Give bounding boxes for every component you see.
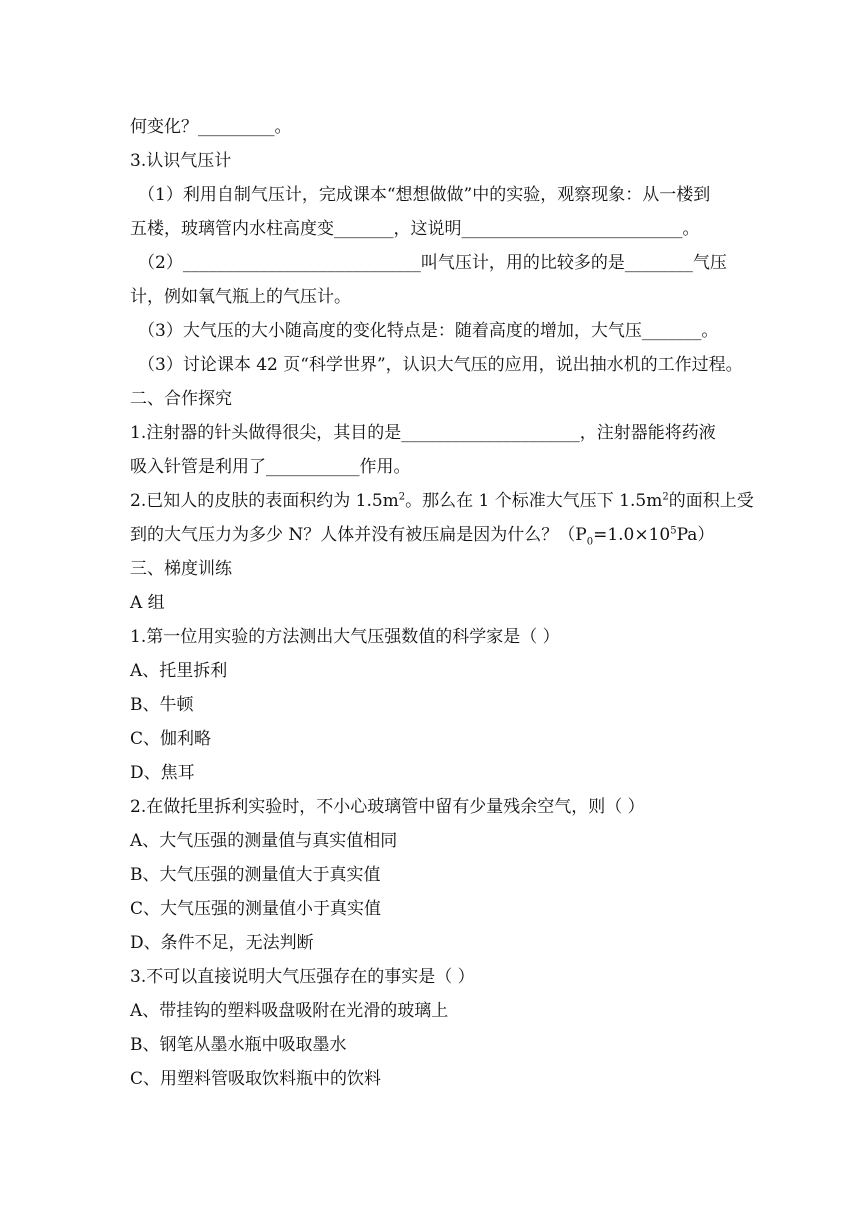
text-line: 计，例如氧气瓶上的气压计。	[130, 287, 351, 307]
option-line: C、伽利略	[130, 729, 212, 749]
option-line: A、带挂钩的塑料吸盘吸附在光滑的玻璃上	[130, 1001, 449, 1021]
question-line: 到的大气压力为多少 N？人体并没有被压扁是因为什么？$(P_0=1.0\times 10^5Pa)$	[130, 525, 715, 548]
option-line: A、大气压强的测量值与真实值相同	[130, 831, 398, 851]
option-line: C、用塑料管吸取饮料瓶中的饮料	[130, 1069, 382, 1089]
section-heading: 3.认识气压计	[130, 151, 232, 171]
option-line: B、大气压强的测量值大于真实值	[130, 865, 381, 885]
section-heading: 三、梯度训练	[130, 559, 232, 579]
text-line: （1）利用自制气压计，完成课本“想想做做”中的实验，观察现象：从一楼到	[138, 185, 711, 205]
question-line: 2.已知人的皮肤的表面积约为 $1.5m^2$。那么在 1 个标准大气压下 $1.5m^2$的面积上受	[130, 491, 754, 511]
option-line: B、牛顿	[130, 695, 194, 715]
option-line: A、托里拆利	[130, 661, 228, 681]
question-line: 2.在做托里拆利实验时，不小心玻璃管中留有少量残余空气，则（ ）	[130, 797, 645, 817]
option-line: D、条件不足，无法判断	[130, 933, 314, 953]
text-line: 何变化？_________。	[130, 117, 292, 137]
group-label: A 组	[130, 593, 165, 613]
text-line: 吸入针管是利用了___________作用。	[130, 457, 411, 477]
text-line: （3）大气压的大小随高度的变化特点是：随着高度的增加，大气压_______。	[138, 321, 719, 341]
section-heading: 二、合作探究	[130, 389, 232, 409]
option-line: B、钢笔从墨水瓶中吸取墨水	[130, 1035, 347, 1055]
text-line: （3）讨论课本 42 页“科学世界”，认识大气压的应用，说出抽水机的工作过程。	[138, 355, 743, 375]
option-line: D、焦耳	[130, 763, 195, 783]
option-line: C、大气压强的测量值小于真实值	[130, 899, 382, 919]
text-line: 1.注射器的针头做得很尖，其目的是_____________________，注射器能将药液	[130, 423, 716, 443]
question-line: 1.第一位用实验的方法测出大气压强数值的科学家是（ ）	[130, 627, 560, 647]
text-line: （2）____________________________叫气压计，用的比较多的是________气压	[138, 253, 727, 273]
question-line: 3.不可以直接说明大气压强存在的事实是（ ）	[130, 967, 475, 987]
text-line: 五楼，玻璃管内水柱高度变_______，这说明__________________________。	[130, 219, 700, 239]
